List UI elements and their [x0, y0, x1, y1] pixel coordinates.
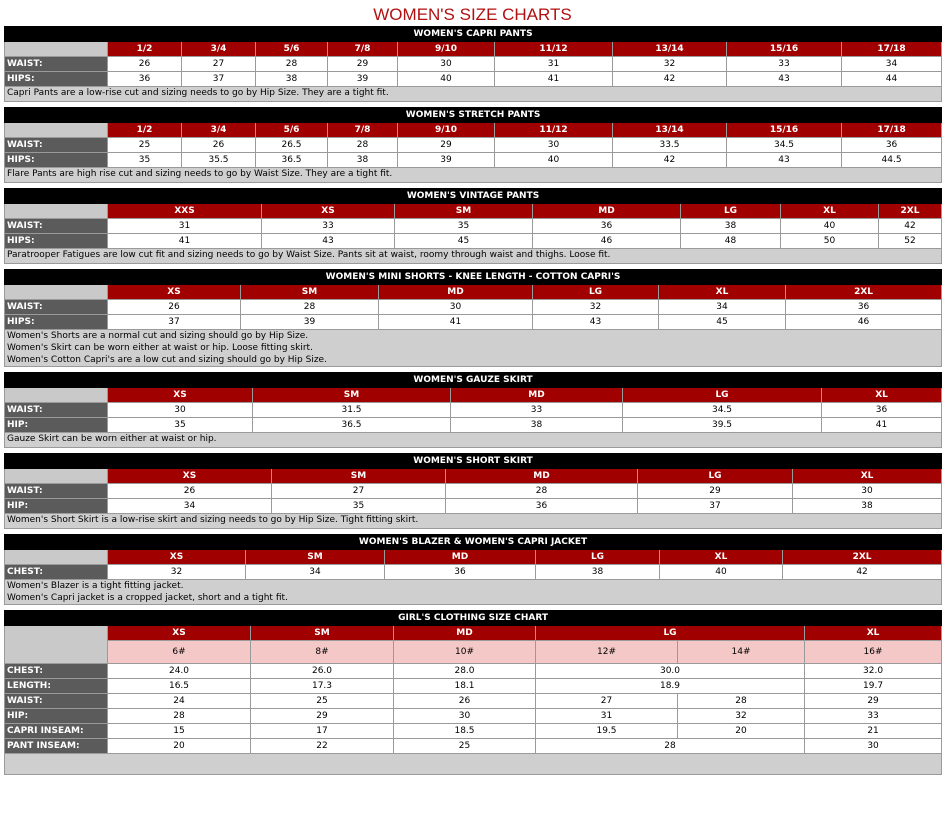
- size-header: 3/4: [182, 123, 256, 138]
- size-header: XL: [660, 550, 783, 565]
- size-header: MD: [394, 626, 536, 641]
- row-label: HIP:: [5, 418, 108, 433]
- corner-cell: [5, 388, 108, 403]
- size-header: XL: [793, 469, 942, 484]
- note-line: Women's Short Skirt is a low-rise skirt and sizing needs to go by Hip Size. Tight fitting skirt.: [7, 515, 419, 525]
- value-cell: 41: [822, 418, 942, 433]
- value-cell: 33.5: [613, 138, 727, 153]
- value-cell: 30: [495, 138, 613, 153]
- row-label: WAIST:: [5, 138, 108, 153]
- size-header: 17/18: [842, 123, 942, 138]
- value-cell: 31: [536, 709, 678, 724]
- table-title: WOMEN'S VINTAGE PANTS: [5, 189, 942, 204]
- value-cell: 36: [786, 300, 942, 315]
- value-cell: 28.0: [394, 664, 536, 679]
- size-header: LG: [536, 550, 660, 565]
- note-line: Gauze Skirt can be worn either at waist or hip.: [7, 434, 217, 444]
- row-label: HIP:: [5, 709, 108, 724]
- corner-cell: [5, 626, 108, 664]
- size-header: XS: [262, 204, 395, 219]
- note-line: Women's Shorts are a normal cut and sizing should go by Hip Size.: [7, 331, 309, 341]
- table-title: WOMEN'S STRETCH PANTS: [5, 108, 942, 123]
- row-label: LENGTH:: [5, 679, 108, 694]
- value-cell: 26.5: [256, 138, 328, 153]
- value-cell: 17.3: [251, 679, 394, 694]
- row-label: WAIST:: [5, 300, 108, 315]
- value-cell: 44: [842, 72, 942, 87]
- table-note: [5, 249, 942, 264]
- size-header: XS: [108, 550, 246, 565]
- corner-cell: [5, 204, 108, 219]
- note-line: Women's Cotton Capri's are a low cut and sizing should go by Hip Size.: [7, 355, 327, 365]
- row-label: HIP:: [5, 499, 108, 514]
- size-header: 1/2: [108, 123, 182, 138]
- value-cell: 30.0: [536, 664, 805, 679]
- size-header: MD: [451, 388, 623, 403]
- value-cell: 36: [385, 565, 536, 580]
- note-line: Paratrooper Fatigues are low cut fit and sizing needs to go by Waist Size. Pants sit at waist, roomy through waist and thighs. Loose fit.: [7, 250, 611, 260]
- table-title: WOMEN'S SHORT SKIRT: [5, 454, 942, 469]
- row-label: CHEST:: [5, 664, 108, 679]
- value-cell: 45: [395, 234, 533, 249]
- table-note: [5, 433, 942, 448]
- value-cell: 29: [398, 138, 495, 153]
- size-header: SM: [395, 204, 533, 219]
- row-label: WAIST:: [5, 219, 108, 234]
- size-header: SM: [272, 469, 446, 484]
- girls-size-table: [4, 610, 942, 775]
- numeric-size: 14#: [678, 641, 805, 664]
- value-cell: 29: [251, 709, 394, 724]
- value-cell: 38: [793, 499, 942, 514]
- value-cell: 28: [256, 57, 328, 72]
- value-cell: 28: [446, 484, 638, 499]
- value-cell: 42: [613, 153, 727, 168]
- size-header: 3/4: [182, 42, 256, 57]
- value-cell: 50: [781, 234, 879, 249]
- corner-cell: [5, 42, 108, 57]
- value-cell: 36: [842, 138, 942, 153]
- value-cell: 26: [108, 57, 182, 72]
- corner-cell: [5, 285, 108, 300]
- value-cell: 36: [446, 499, 638, 514]
- size-header: 5/6: [256, 123, 328, 138]
- note-line: Women's Capri jacket is a cropped jacket, short and a tight fit.: [7, 593, 288, 603]
- value-cell: 39: [241, 315, 379, 330]
- value-cell: 28: [108, 709, 251, 724]
- page-title: WOMEN'S SIZE CHARTS: [373, 5, 572, 24]
- value-cell: 28: [241, 300, 379, 315]
- vintage-pants-table: [4, 188, 942, 264]
- value-cell: 26: [108, 484, 272, 499]
- value-cell: 22: [251, 739, 394, 754]
- value-cell: 34: [659, 300, 786, 315]
- size-header: MD: [533, 204, 681, 219]
- value-cell: 15: [108, 724, 251, 739]
- value-cell: 27: [536, 694, 678, 709]
- size-header: LG: [638, 469, 793, 484]
- value-cell: 34: [842, 57, 942, 72]
- note-line: Capri Pants are a low-rise cut and sizing needs to go by Hip Size. They are a tight fit.: [7, 88, 389, 98]
- table-footer: [5, 754, 942, 775]
- size-header: 13/14: [613, 42, 727, 57]
- value-cell: 26: [108, 300, 241, 315]
- value-cell: 44.5: [842, 153, 942, 168]
- value-cell: 30: [398, 57, 495, 72]
- value-cell: 40: [495, 153, 613, 168]
- size-header: LG: [681, 204, 781, 219]
- value-cell: 18.9: [536, 679, 805, 694]
- size-header: XL: [805, 626, 942, 641]
- table-note: [5, 330, 942, 367]
- value-cell: 38: [451, 418, 623, 433]
- value-cell: 30: [394, 709, 536, 724]
- value-cell: 32: [533, 300, 659, 315]
- value-cell: 33: [451, 403, 623, 418]
- size-header: 2XL: [783, 550, 942, 565]
- size-header: 1/2: [108, 42, 182, 57]
- size-header: XL: [659, 285, 786, 300]
- value-cell: 30: [108, 403, 253, 418]
- row-label: CHEST:: [5, 565, 108, 580]
- value-cell: 30: [793, 484, 942, 499]
- value-cell: 33: [805, 709, 942, 724]
- value-cell: 40: [398, 72, 495, 87]
- value-cell: 19.5: [536, 724, 678, 739]
- value-cell: 32.0: [805, 664, 942, 679]
- value-cell: 35.5: [182, 153, 256, 168]
- value-cell: 36.5: [256, 153, 328, 168]
- size-header: 15/16: [727, 123, 842, 138]
- row-label: CAPRI INSEAM:: [5, 724, 108, 739]
- value-cell: 30: [805, 739, 942, 754]
- size-header: XS: [108, 388, 253, 403]
- size-header: 2XL: [786, 285, 942, 300]
- size-header: 2XL: [879, 204, 942, 219]
- value-cell: 39.5: [623, 418, 822, 433]
- size-header: LG: [623, 388, 822, 403]
- numeric-size: 16#: [805, 641, 942, 664]
- numeric-size: 8#: [251, 641, 394, 664]
- value-cell: 37: [182, 72, 256, 87]
- value-cell: 28: [536, 739, 805, 754]
- table-title: WOMEN'S MINI SHORTS - KNEE LENGTH - COTTON CAPRI'S: [5, 270, 942, 285]
- size-header: XS: [108, 469, 272, 484]
- row-label: WAIST:: [5, 484, 108, 499]
- value-cell: 24.0: [108, 664, 251, 679]
- value-cell: 35: [395, 219, 533, 234]
- value-cell: 25: [108, 138, 182, 153]
- note-line: Women's Blazer is a tight fitting jacket.: [7, 581, 184, 591]
- size-header: 11/12: [495, 42, 613, 57]
- size-header: 7/8: [328, 123, 398, 138]
- size-header: LG: [536, 626, 805, 641]
- value-cell: 42: [613, 72, 727, 87]
- table-title: WOMEN'S CAPRI PANTS: [5, 27, 942, 42]
- value-cell: 21: [805, 724, 942, 739]
- note-line: Flare Pants are high rise cut and sizing needs to go by Waist Size. They are a tight fit.: [7, 169, 393, 179]
- blazer-jacket-table: [4, 534, 942, 605]
- row-label: HIPS:: [5, 153, 108, 168]
- row-label: HIPS:: [5, 234, 108, 249]
- value-cell: 29: [328, 57, 398, 72]
- table-title: WOMEN'S BLAZER & WOMEN'S CAPRI JACKET: [5, 535, 942, 550]
- value-cell: 19.7: [805, 679, 942, 694]
- value-cell: 34.5: [727, 138, 842, 153]
- value-cell: 29: [638, 484, 793, 499]
- corner-cell: [5, 469, 108, 484]
- value-cell: 26.0: [251, 664, 394, 679]
- row-label: WAIST:: [5, 694, 108, 709]
- value-cell: 43: [533, 315, 659, 330]
- size-header: 11/12: [495, 123, 613, 138]
- short-skirt-table: [4, 453, 942, 529]
- value-cell: 35: [108, 418, 253, 433]
- size-header: XL: [822, 388, 942, 403]
- size-header: LG: [533, 285, 659, 300]
- value-cell: 38: [256, 72, 328, 87]
- value-cell: 43: [727, 72, 842, 87]
- size-header: 9/10: [398, 123, 495, 138]
- value-cell: 40: [660, 565, 783, 580]
- value-cell: 42: [783, 565, 942, 580]
- value-cell: 26: [182, 138, 256, 153]
- value-cell: 28: [328, 138, 398, 153]
- row-label: PANT INSEAM:: [5, 739, 108, 754]
- size-header: MD: [446, 469, 638, 484]
- table-title: WOMEN'S GAUZE SKIRT: [5, 373, 942, 388]
- value-cell: 52: [879, 234, 942, 249]
- value-cell: 34: [108, 499, 272, 514]
- value-cell: 38: [536, 565, 660, 580]
- size-header: SM: [253, 388, 451, 403]
- gauze-skirt-table: [4, 372, 942, 448]
- value-cell: 29: [805, 694, 942, 709]
- table-note: [5, 580, 942, 605]
- value-cell: 28: [678, 694, 805, 709]
- value-cell: 32: [613, 57, 727, 72]
- corner-cell: [5, 123, 108, 138]
- size-header: XS: [108, 626, 251, 641]
- size-header: XXS: [108, 204, 262, 219]
- value-cell: 25: [394, 739, 536, 754]
- value-cell: 34.5: [623, 403, 822, 418]
- size-header: SM: [241, 285, 379, 300]
- value-cell: 27: [182, 57, 256, 72]
- row-label: HIPS:: [5, 315, 108, 330]
- size-header: XS: [108, 285, 241, 300]
- row-label: HIPS:: [5, 72, 108, 87]
- value-cell: 42: [879, 219, 942, 234]
- value-cell: 24: [108, 694, 251, 709]
- value-cell: 43: [262, 234, 395, 249]
- value-cell: 37: [108, 315, 241, 330]
- value-cell: 41: [108, 234, 262, 249]
- size-header: 7/8: [328, 42, 398, 57]
- value-cell: 36.5: [253, 418, 451, 433]
- value-cell: 43: [727, 153, 842, 168]
- value-cell: 20: [108, 739, 251, 754]
- value-cell: 32: [108, 565, 246, 580]
- value-cell: 25: [251, 694, 394, 709]
- value-cell: 46: [786, 315, 942, 330]
- value-cell: 45: [659, 315, 786, 330]
- numeric-size: 10#: [394, 641, 536, 664]
- value-cell: 27: [272, 484, 446, 499]
- value-cell: 36: [822, 403, 942, 418]
- size-header: 9/10: [398, 42, 495, 57]
- table-note: [5, 87, 942, 102]
- value-cell: 18.5: [394, 724, 536, 739]
- row-label: WAIST:: [5, 403, 108, 418]
- value-cell: 39: [328, 72, 398, 87]
- value-cell: 37: [638, 499, 793, 514]
- mini-shorts-table: [4, 269, 942, 367]
- value-cell: 38: [328, 153, 398, 168]
- corner-cell: [5, 550, 108, 565]
- value-cell: 33: [727, 57, 842, 72]
- size-header: 5/6: [256, 42, 328, 57]
- size-header: MD: [379, 285, 533, 300]
- value-cell: 38: [681, 219, 781, 234]
- value-cell: 30: [379, 300, 533, 315]
- size-header: SM: [246, 550, 385, 565]
- value-cell: 33: [262, 219, 395, 234]
- size-header: 15/16: [727, 42, 842, 57]
- value-cell: 41: [495, 72, 613, 87]
- size-header: 17/18: [842, 42, 942, 57]
- value-cell: 40: [781, 219, 879, 234]
- value-cell: 31: [495, 57, 613, 72]
- value-cell: 26: [394, 694, 536, 709]
- value-cell: 18.1: [394, 679, 536, 694]
- value-cell: 17: [251, 724, 394, 739]
- stretch-pants-table: [4, 107, 942, 183]
- size-header: XL: [781, 204, 879, 219]
- value-cell: 31: [108, 219, 262, 234]
- size-header: SM: [251, 626, 394, 641]
- value-cell: 16.5: [108, 679, 251, 694]
- table-note: [5, 168, 942, 183]
- value-cell: 46: [533, 234, 681, 249]
- value-cell: 36: [108, 72, 182, 87]
- capri-pants-table: [4, 26, 942, 102]
- value-cell: 39: [398, 153, 495, 168]
- value-cell: 31.5: [253, 403, 451, 418]
- value-cell: 41: [379, 315, 533, 330]
- table-note: [5, 514, 942, 529]
- size-header: MD: [385, 550, 536, 565]
- table-title: GIRL'S CLOTHING SIZE CHART: [5, 611, 942, 626]
- numeric-size: 6#: [108, 641, 251, 664]
- numeric-size: 12#: [536, 641, 678, 664]
- size-header: 13/14: [613, 123, 727, 138]
- value-cell: 48: [681, 234, 781, 249]
- value-cell: 34: [246, 565, 385, 580]
- value-cell: 35: [108, 153, 182, 168]
- row-label: WAIST:: [5, 57, 108, 72]
- value-cell: 36: [533, 219, 681, 234]
- value-cell: 20: [678, 724, 805, 739]
- note-line: Women's Skirt can be worn either at waist or hip. Loose fitting skirt.: [7, 343, 313, 353]
- value-cell: 32: [678, 709, 805, 724]
- value-cell: 35: [272, 499, 446, 514]
